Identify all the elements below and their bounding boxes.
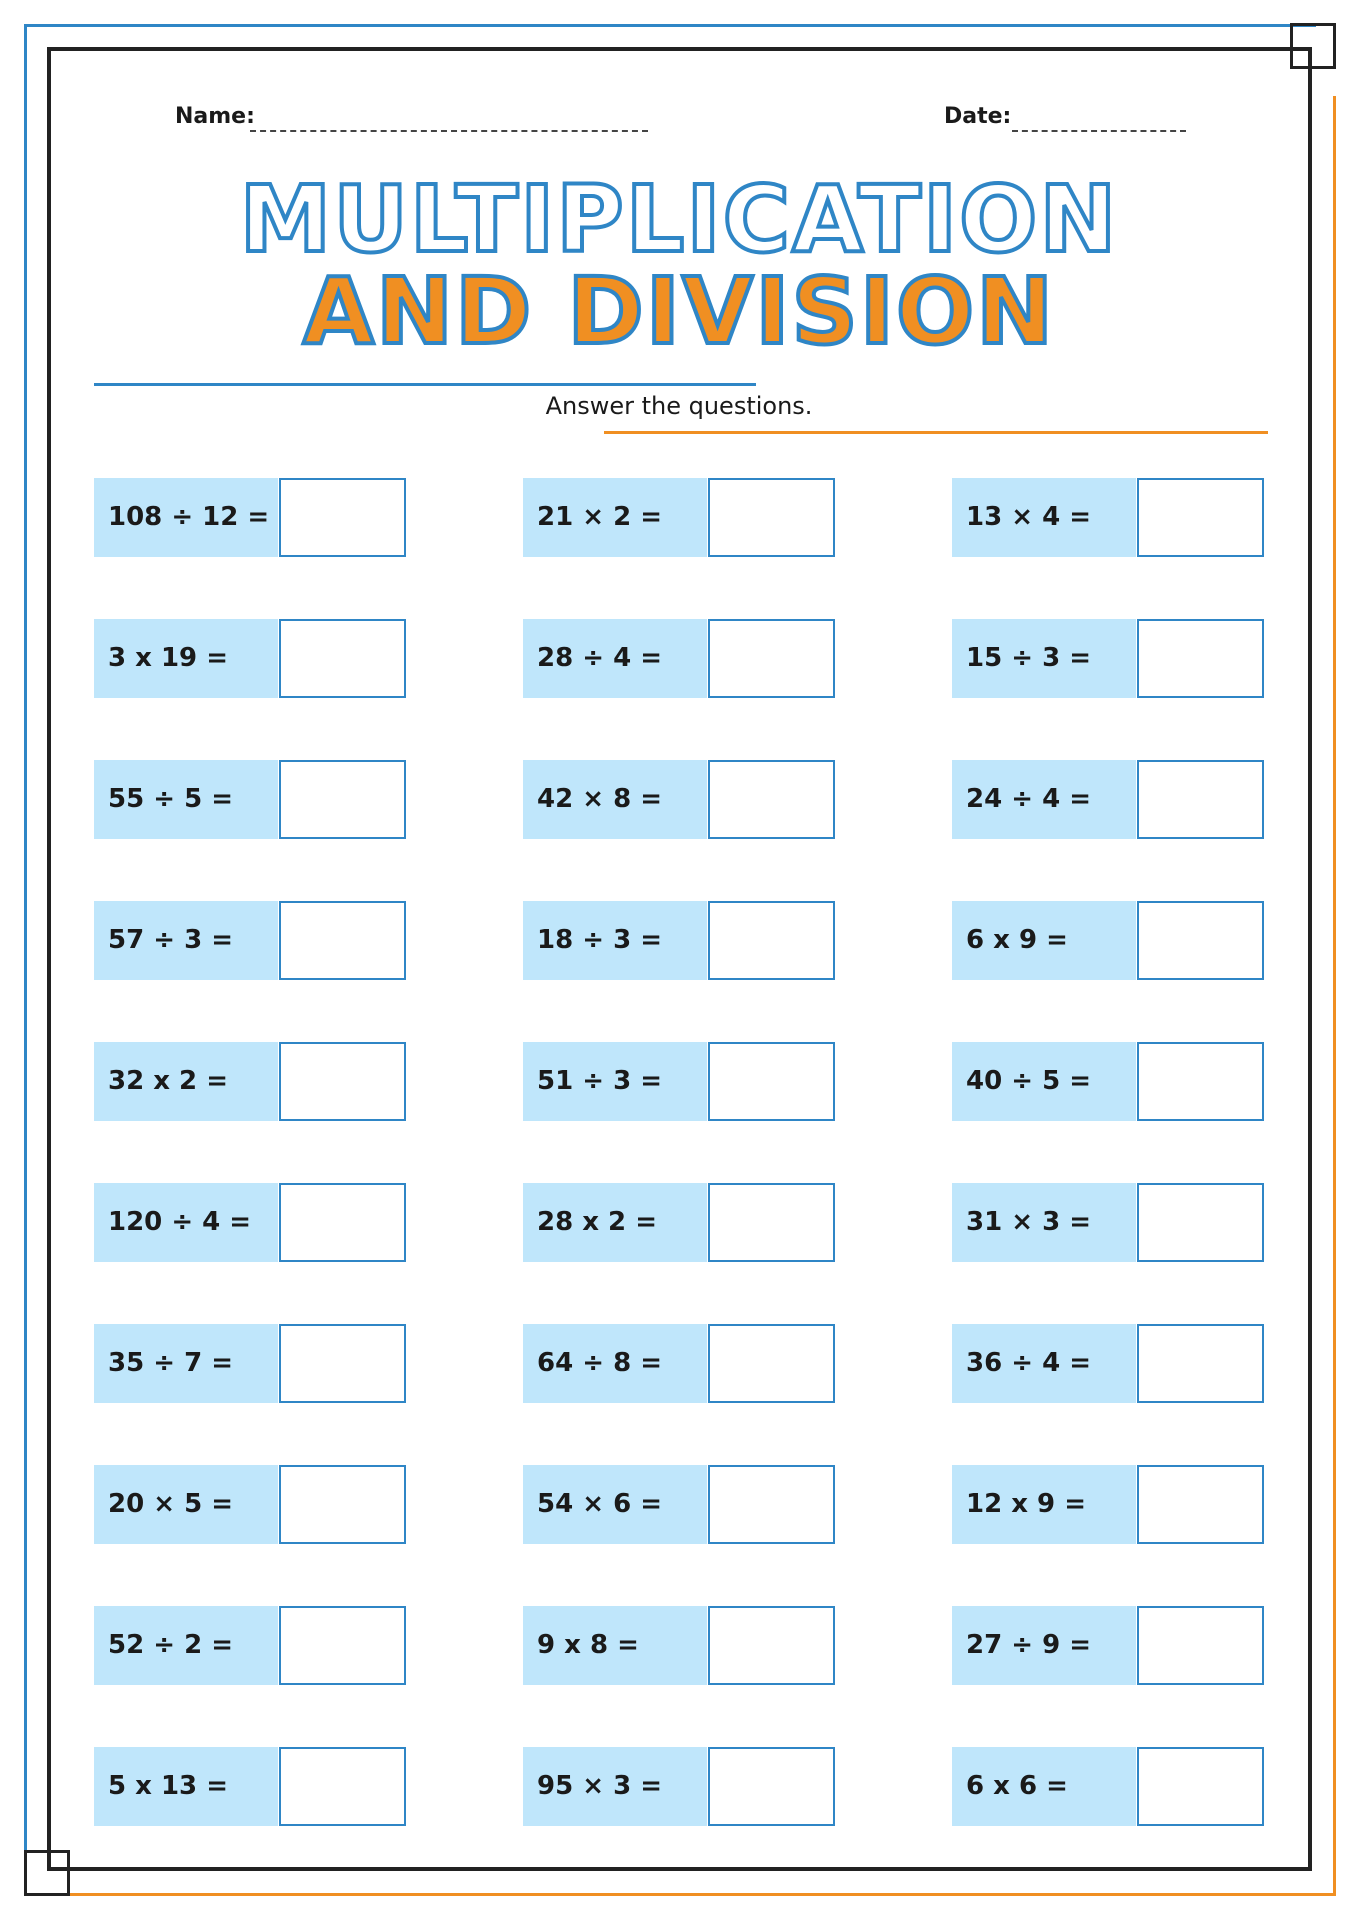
problem-question: 20 × 5 = [94,1465,278,1544]
problem-question: 52 ÷ 2 = [94,1606,278,1685]
problem-question: 24 ÷ 4 = [952,760,1136,839]
answer-box[interactable] [708,478,835,557]
answer-box[interactable] [1137,1183,1264,1262]
problem-item [94,1042,406,1121]
answer-box[interactable] [708,1042,835,1121]
answer-box[interactable] [1137,760,1264,839]
answer-box[interactable] [279,1747,406,1826]
divider-orange [604,431,1268,434]
date-field[interactable] [1012,130,1186,132]
problem-item [94,1465,406,1544]
corner-square-top-right [1290,23,1336,69]
problem-item [523,1183,835,1262]
answer-box[interactable] [1137,1324,1264,1403]
date-label: Date: [944,104,1012,129]
problem-item [952,901,1264,980]
problem-item [952,1465,1264,1544]
problem-question: 6 x 9 = [952,901,1136,980]
problem-question: 51 ÷ 3 = [523,1042,707,1121]
problem-item [523,1042,835,1121]
problem-item [94,478,406,557]
problem-item [523,760,835,839]
answer-box[interactable] [279,478,406,557]
problem-question: 42 × 8 = [523,760,707,839]
answer-box[interactable] [708,1606,835,1685]
corner-square-bottom-left [24,1850,70,1896]
problem-question: 32 x 2 = [94,1042,278,1121]
problem-item [952,478,1264,557]
problem-item [523,619,835,698]
problem-item [94,1324,406,1403]
problem-question: 18 ÷ 3 = [523,901,707,980]
problem-item [952,1606,1264,1685]
answer-box[interactable] [279,1465,406,1544]
problem-item [952,619,1264,698]
answer-box[interactable] [708,1747,835,1826]
problem-question: 120 ÷ 4 = [94,1183,278,1262]
problem-item [94,1747,406,1826]
name-label: Name: [175,104,255,129]
problem-item [94,1606,406,1685]
answer-box[interactable] [1137,901,1264,980]
answer-box[interactable] [279,1183,406,1262]
answer-box[interactable] [708,1324,835,1403]
problem-question: 54 × 6 = [523,1465,707,1544]
problem-question: 28 ÷ 4 = [523,619,707,698]
problem-question: 5 x 13 = [94,1747,278,1826]
problem-question: 27 ÷ 9 = [952,1606,1136,1685]
problem-question: 9 x 8 = [523,1606,707,1685]
answer-box[interactable] [1137,1042,1264,1121]
problem-question: 12 x 9 = [952,1465,1136,1544]
problem-item [94,760,406,839]
problem-question: 36 ÷ 4 = [952,1324,1136,1403]
problem-question: 108 ÷ 12 = [94,478,278,557]
problem-question: 57 ÷ 3 = [94,901,278,980]
answer-box[interactable] [708,760,835,839]
answer-box[interactable] [279,1324,406,1403]
answer-box[interactable] [1137,478,1264,557]
title-multiplication: MULTIPLICATION [239,166,1119,273]
answer-box[interactable] [708,619,835,698]
problem-item [523,1747,835,1826]
answer-box[interactable] [1137,1465,1264,1544]
problem-item [94,901,406,980]
problem-item [523,1606,835,1685]
answer-box[interactable] [279,1606,406,1685]
problem-question: 6 x 6 = [952,1747,1136,1826]
problem-question: 21 × 2 = [523,478,707,557]
answer-box[interactable] [279,760,406,839]
problem-question: 35 ÷ 7 = [94,1324,278,1403]
problem-item [523,1324,835,1403]
problem-question: 55 ÷ 5 = [94,760,278,839]
divider-blue [94,383,756,386]
answer-box[interactable] [279,901,406,980]
problem-item [94,1183,406,1262]
problem-question: 31 × 3 = [952,1183,1136,1262]
answer-box[interactable] [708,1465,835,1544]
problem-question: 95 × 3 = [523,1747,707,1826]
problem-question: 64 ÷ 8 = [523,1324,707,1403]
answer-box[interactable] [1137,619,1264,698]
problem-question: 15 ÷ 3 = [952,619,1136,698]
answer-box[interactable] [708,1183,835,1262]
answer-box[interactable] [279,1042,406,1121]
answer-box[interactable] [1137,1747,1264,1826]
problem-item [523,1465,835,1544]
instructions-text: Answer the questions. [545,392,813,420]
problem-question: 28 x 2 = [523,1183,707,1262]
problem-item [523,901,835,980]
problem-item [952,760,1264,839]
problem-item [952,1042,1264,1121]
answer-box[interactable] [1137,1606,1264,1685]
problem-item [952,1747,1264,1826]
problem-question: 13 × 4 = [952,478,1136,557]
answer-box[interactable] [279,619,406,698]
problem-question: 3 x 19 = [94,619,278,698]
problem-item [94,619,406,698]
problem-item [952,1183,1264,1262]
title-and-division: AND DIVISION [302,258,1056,365]
problem-question: 40 ÷ 5 = [952,1042,1136,1121]
answer-box[interactable] [708,901,835,980]
name-field[interactable] [250,130,648,132]
problem-item [952,1324,1264,1403]
problem-item [523,478,835,557]
